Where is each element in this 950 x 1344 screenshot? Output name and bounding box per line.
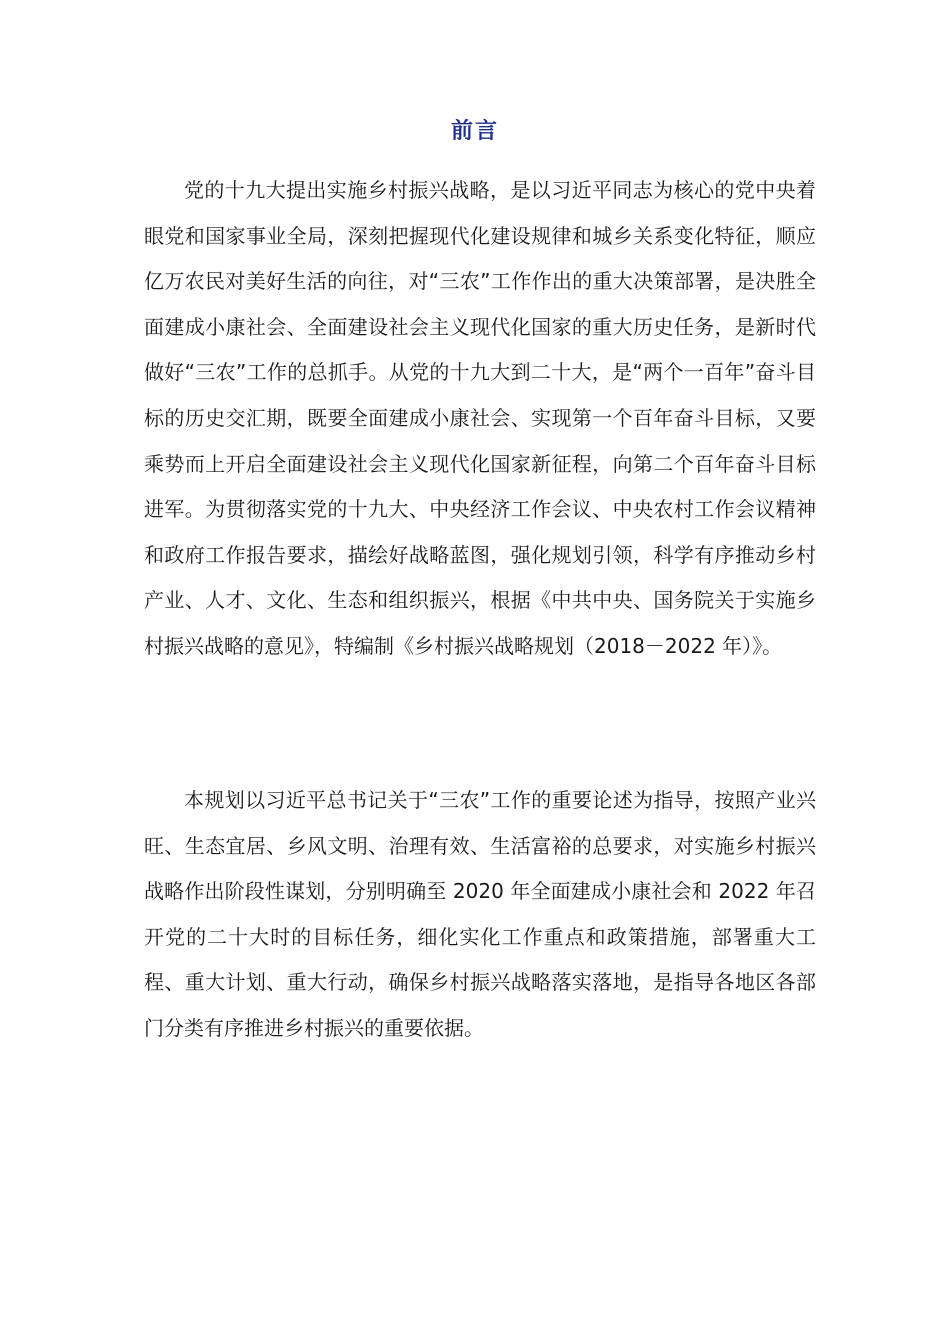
paragraph-2: 本规划以习近平总书记关于“三农”工作的重要论述为指导，按照产业兴旺、生态宜居、乡风文明、治理有效、生活富裕的总要求，对实施乡村振兴战略作出阶段性谋划，分别明确至 2020 年全面建成小康社会和 2022 年召开党的二十大时的目标任务，细化实化工作重点和政策措施，部署重大工程、重大计划、重大行动，确保乡村振兴战略落实落地，是指导各地区各部门分类有序推进乡村振兴的重要依据。 — [144, 788, 816, 1040]
page-title: 前言 — [450, 118, 499, 144]
paragraph-1: 党的十九大提出实施乡村振兴战略，是以习近平同志为核心的党中央着眼党和国家事业全局，深刻把握现代化建设规律和城乡关系变化特征，顺应亿万农民对美好生活的向往，对“三农”工作作出的重大决策部署，是决胜全面建成小康社会、全面建设社会主义现代化国家的重大历史任务，是新时代做好“三农”工作的总抓手。从党的十九大到二十大，是“两个一百年”奋斗目标的历史交汇期，既要全面建成小康社会、实现第一个百年奋斗目标，又要乘势而上开启全面建设社会主义现代化国家新征程，向第二个百年奋斗目标进军。为贯彻落实党的十九大、中央经济工作会议、中央农村工作会议精神和政府工作报告要求，描绘好战略蓝图，强化规划引领，科学有序推动乡村产业、人才、文化、生态和组织振兴，根据《中共中央、国务院关于实施乡村振兴战略的意见》，特编制《乡村振兴战略规划（2018－2022 年）》。 — [144, 178, 816, 658]
